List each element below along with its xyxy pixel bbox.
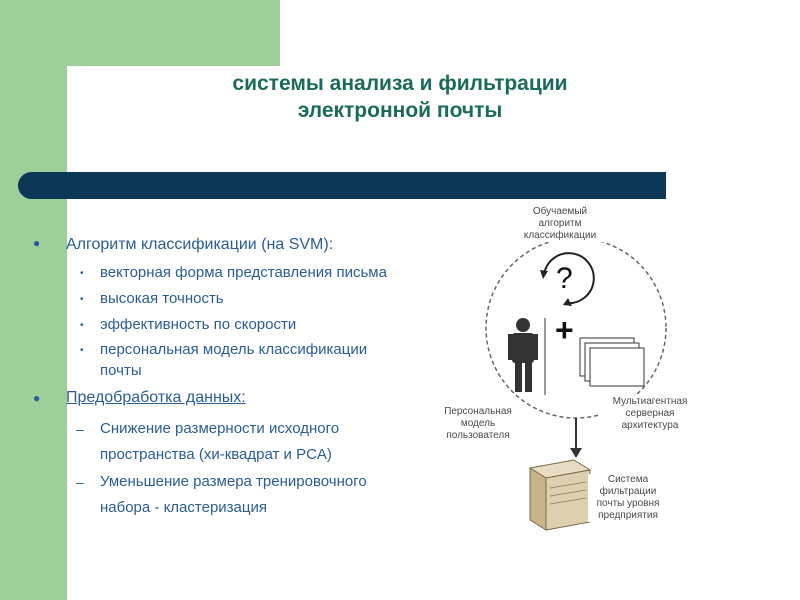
label-multiagent-architecture: Мультиагентная серверная архитектура [600, 396, 700, 432]
cycle-dashed-circle [486, 238, 666, 418]
list-item-continued: пространства (хи-квадрат и PCA) [100, 446, 332, 463]
server-icon [530, 460, 590, 530]
title-line-1: системы анализа и фильтрации [232, 72, 568, 95]
question-mark: ? [556, 262, 573, 295]
section-heading-svm: Алгоритм классификации (на SVM): [66, 236, 334, 253]
section-heading-preprocessing: Предобработка данных: [66, 389, 246, 406]
arrowhead-icon [570, 448, 582, 458]
label-personal-model: Персональная модель пользователя [432, 406, 524, 442]
plus-sign: + [555, 312, 574, 348]
bullet-dot-icon: ● [33, 236, 41, 250]
list-item: Снижение размерности исходного [100, 420, 340, 437]
documents-stack-icon [580, 338, 644, 386]
dash-bullet-icon: – [76, 421, 84, 437]
arrowhead-icon [540, 270, 548, 279]
list-item: векторная форма представления письма [100, 264, 387, 281]
dash-bullet-icon: – [76, 474, 84, 490]
small-bullet-icon: • [80, 345, 84, 356]
list-item: высокая точность [100, 290, 224, 307]
person-icon [508, 318, 538, 392]
label-training-algorithm: Обучаемый алгоритм классификации [510, 206, 610, 242]
list-item: Уменьшение размера тренировочного [100, 473, 367, 490]
arrowhead-icon [563, 298, 572, 306]
bullet-dot-icon: ● [33, 391, 41, 405]
small-bullet-icon: • [80, 294, 84, 305]
list-item-continued: набора - кластеризация [100, 499, 267, 516]
small-bullet-icon: • [80, 320, 84, 331]
title-line-2: электронной почты [297, 99, 503, 122]
list-item: персональная модель классификации [100, 341, 368, 358]
label-enterprise-filter: Система фильтрации почты уровня предприятия [588, 474, 668, 522]
list-item: эффективность по скорости [100, 316, 297, 333]
small-bullet-icon: • [80, 268, 84, 279]
list-item-continued: почты [100, 362, 142, 379]
